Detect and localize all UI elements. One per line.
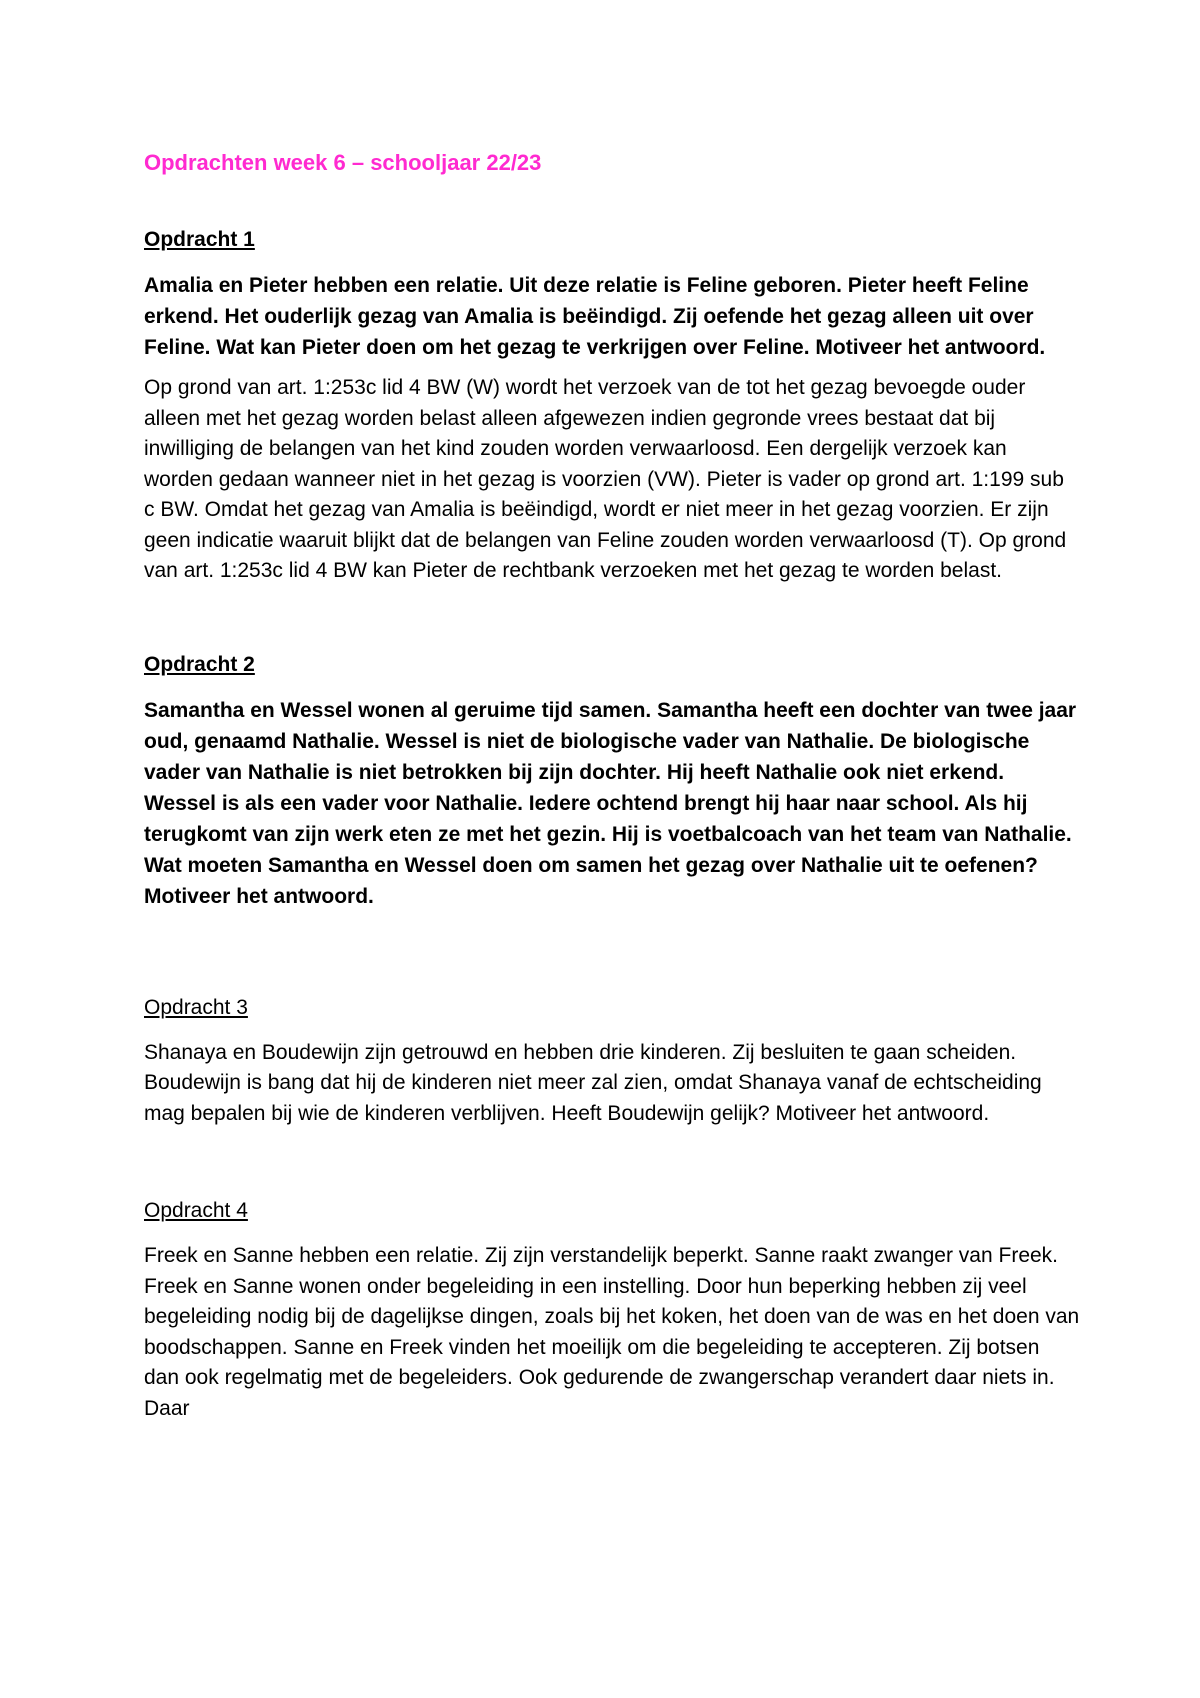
section-heading: Opdracht 4 (144, 1199, 248, 1222)
question-text: Shanaya en Boudewijn zijn getrouwd en hebben drie kinderen. Zij besluiten te gaan scheiden. Boudewijn is bang dat hij de kinderen niet meer zal zien, omdat Shanaya vanaf de echtscheiding mag bepalen bij wie de kinderen verblijven. Heeft Boudewijn gelijk? Motiveer het antwoord. (144, 1040, 1042, 1125)
spacer (144, 922, 1080, 994)
section-opdracht-1 (144, 226, 1080, 587)
spacer (144, 1129, 1080, 1197)
section-opdracht-3 (144, 994, 1080, 1130)
document-title: Opdrachten week 6 – schooljaar 22/23 (144, 150, 542, 175)
answer-text: Op grond van art. 1:253c lid 4 BW (W) wordt het verzoek van de tot het gezag bevoegde ouder alleen met het gezag worden belast alleen afgewezen indien gegronde vrees bestaat dat bij inwilliging de belangen van het kind zouden worden verwaarloosd. Een dergelijk verzoek kan worden gedaan wanneer niet in het gezag is voorzien (VW). Pieter is vader op grond art. 1:199 sub c BW. Omdat het gezag van Amalia is beëindigd, wordt er niet meer in het gezag voorzien. Er zijn geen indicatie waaruit blijkt dat de belangen van Feline zouden worden verwaarloosd (T). Op grond van art. 1:253c lid 4 BW kan Pieter de rechtbank verzoeken met het gezag te worden belast. (144, 376, 1067, 582)
spacer (144, 587, 1080, 651)
question-text: Samantha en Wessel wonen al geruime tijd samen. Samantha heeft een dochter van twee jaar oud, genaamd Nathalie. Wessel is niet de biologische vader van Nathalie. De biologische vader van Nathalie is niet betrokken bij zijn dochter. Hij heeft Nathalie ook niet erkend. Wessel is als een vader voor Nathalie. Iedere ochtend brengt hij haar naar school. Als hij terugkomt van zijn werk eten ze met het gezin. Hij is voetbalcoach van het team van Nathalie. Wat moeten Samantha en Wessel doen om samen het gezag over Nathalie uit te oefenen? Motiveer het antwoord. (144, 698, 1077, 908)
section-heading: Opdracht 3 (144, 995, 248, 1019)
section-opdracht-4 (144, 1197, 1080, 1424)
question-text: Amalia en Pieter hebben een relatie. Uit deze relatie is Feline geboren. Pieter heeft Feline erkend. Het ouderlijk gezag van Amalia is beëindigd. Zij oefende het gezag alleen uit over Feline. Wat kan Pieter doen om het gezag te verkrijgen over Feline. Motiveer het antwoord. (144, 274, 1046, 359)
section-heading: Opdracht 1 (144, 228, 255, 251)
question-text: Freek en Sanne hebben een relatie. Zij zijn verstandelijk beperkt. Sanne raakt zwanger van Freek. Freek en Sanne wonen onder begeleiding in een instelling. Door hun beperking hebben zij veel begeleiding nodig bij de dagelijkse dingen, zoals bij het koken, het doen van de was en het doen van boodschappen. Sanne en Freek vinden het moeilijk om die begeleiding te accepteren. Zij botsen dan ook regelmatig met de begeleiders. Ook gedurende de zwangerschap verandert daar niets in. Daar (144, 1244, 1080, 1420)
section-opdracht-2 (144, 651, 1080, 912)
section-heading: Opdracht 2 (144, 652, 255, 676)
